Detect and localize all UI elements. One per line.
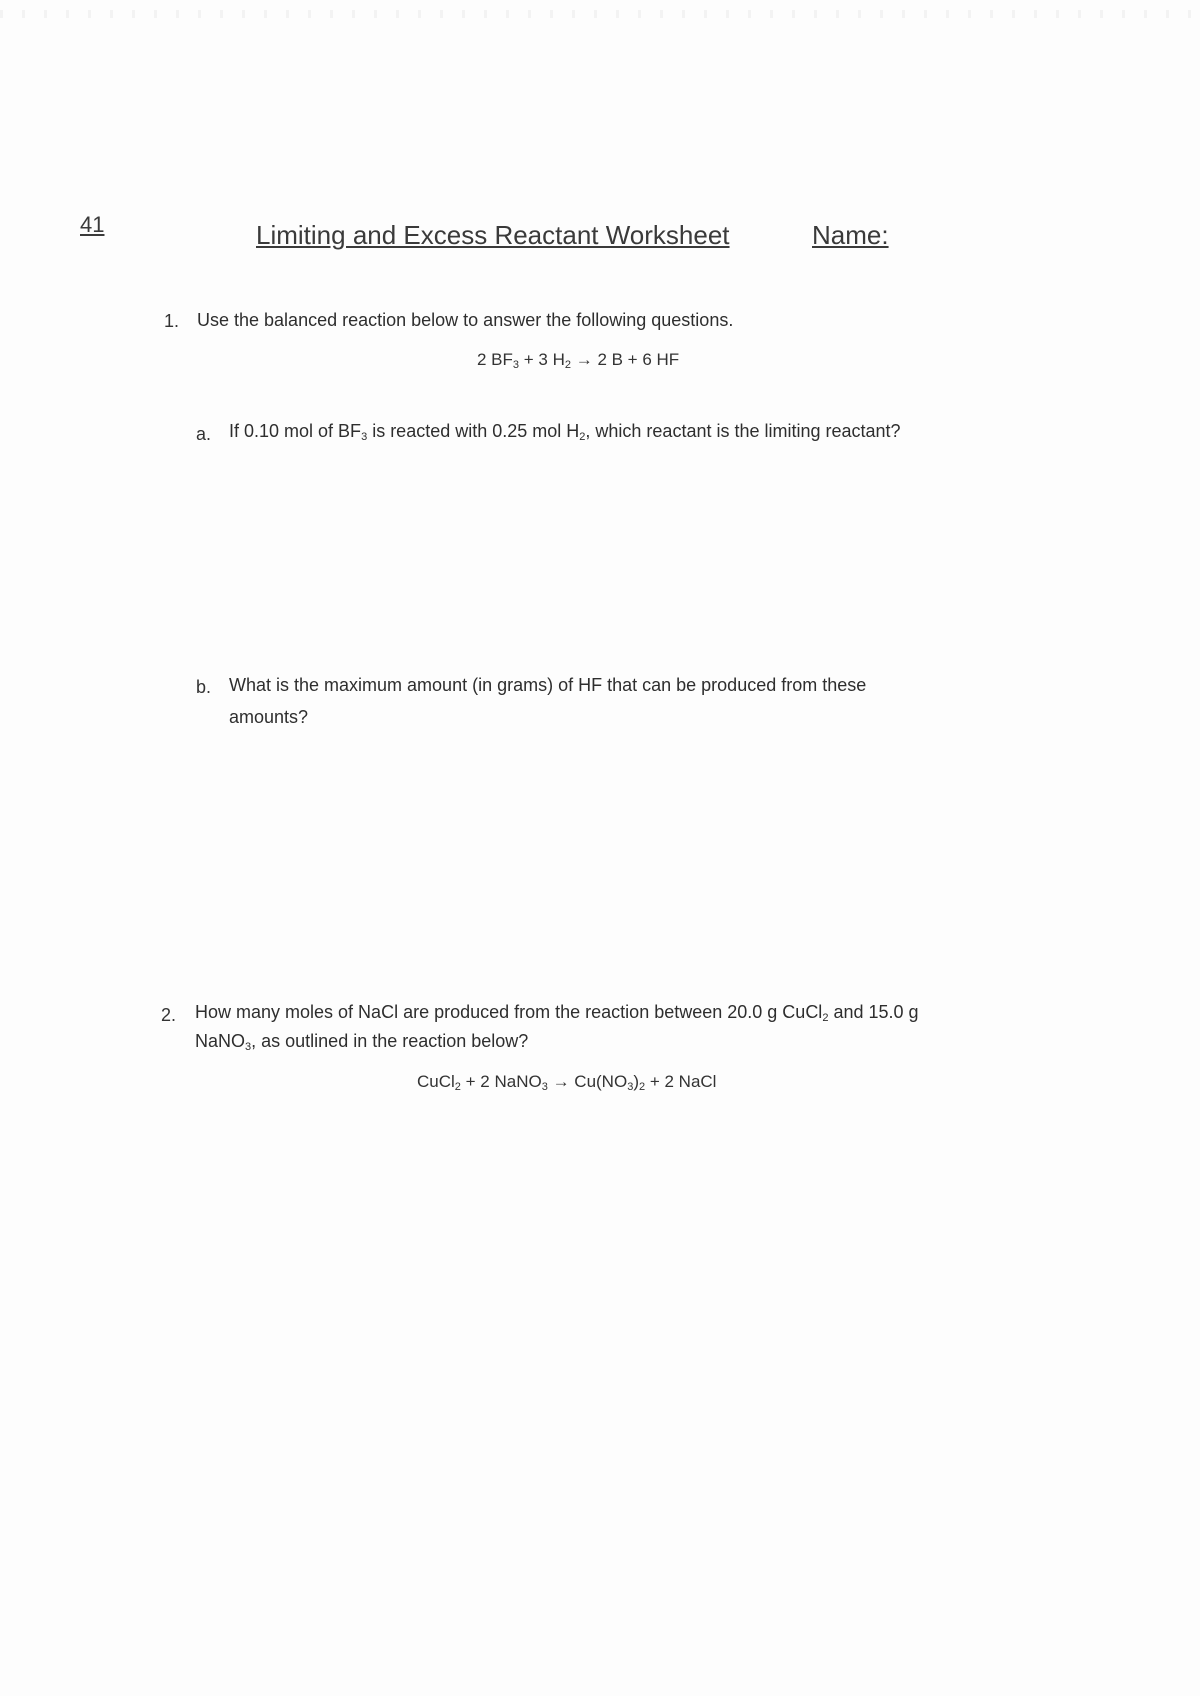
question-1-equation (477, 350, 679, 371)
text-part: , which reactant is the limiting reactant? (585, 421, 901, 441)
equation-part: ) (633, 1072, 639, 1091)
question-1-number: 1. (164, 311, 180, 331)
text-part: , as outlined in the reaction below? (251, 1031, 529, 1051)
text-part: NaNO (195, 1031, 246, 1051)
equation-part: + 2 NaCl (645, 1072, 717, 1091)
part-a-letter: a. (196, 424, 212, 444)
text-subscript: 3 (361, 431, 368, 443)
equation-subscript: 2 (638, 1081, 646, 1093)
part-a-text (229, 416, 901, 452)
question-2-text-line2 (195, 1026, 528, 1062)
question-2-equation (417, 1072, 716, 1093)
equation-subscript: 3 (512, 359, 520, 371)
part-b-text-line2: amounts? (229, 707, 309, 727)
page-number: 41 (80, 212, 105, 237)
part-b-letter: b. (196, 677, 212, 697)
text-part: If 0.10 mol of BF (229, 421, 362, 441)
text-part: How many moles of NaCl are produced from the reaction between 20.0 g CuCl (195, 1002, 823, 1022)
worksheet-title: Limiting and Excess Reactant Worksheet (256, 220, 730, 250)
scan-edge-artifact (0, 10, 1200, 18)
text-part: is reacted with 0.25 mol H (367, 421, 580, 441)
equation-part: 2 BF (477, 350, 513, 369)
text-part: and 15.0 g (828, 1002, 919, 1022)
text-subscript: 2 (822, 1012, 829, 1024)
equation-subscript: 2 (454, 1081, 461, 1093)
equation-part: → Cu(NO (547, 1072, 628, 1091)
equation-part: + 2 NaNO (460, 1072, 542, 1091)
question-2-number: 2. (161, 1005, 177, 1025)
text-subscript: 2 (579, 431, 586, 443)
equation-part: CuCl (417, 1072, 455, 1091)
name-label: Name: (812, 220, 889, 250)
equation-subscript: 3 (541, 1081, 548, 1093)
part-b-text-line1: What is the maximum amount (in grams) of HF that can be produced from these (229, 675, 867, 695)
equation-part: + 3 H (519, 350, 565, 369)
equation-part: → 2 B + 6 HF (571, 350, 680, 369)
equation-subscript: 3 (627, 1081, 634, 1093)
equation-subscript: 2 (564, 359, 571, 371)
text-subscript: 3 (245, 1041, 252, 1053)
question-1-text: Use the balanced reaction below to answer the following questions. (197, 310, 734, 330)
